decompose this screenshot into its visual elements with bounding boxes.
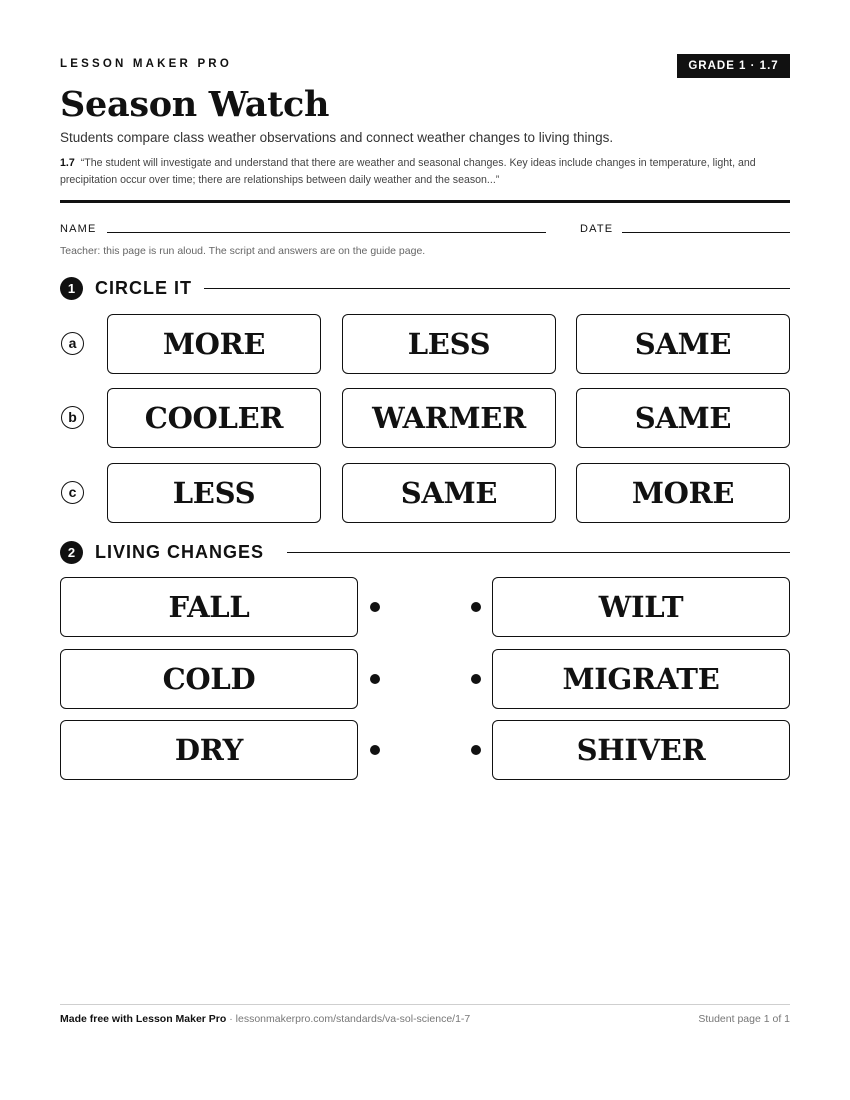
- choice-c-2[interactable]: SAME: [342, 463, 556, 523]
- choice-a-1[interactable]: MORE: [107, 314, 321, 374]
- match-right-3[interactable]: SHIVER: [492, 720, 790, 780]
- match-dot-left-3[interactable]: [370, 745, 380, 755]
- footer-credit: [60, 1013, 470, 1025]
- name-field[interactable]: [107, 232, 546, 233]
- section-number-badge: 2: [60, 541, 83, 564]
- match-dot-right-1[interactable]: [471, 602, 481, 612]
- choice-b-3[interactable]: SAME: [576, 388, 790, 448]
- section-title: LIVING CHANGES: [95, 542, 265, 562]
- match-right-1[interactable]: WILT: [492, 577, 790, 637]
- footer-page-number: Student page 1 of 1: [698, 1013, 790, 1025]
- grade-badge: GRADE 1 · 1.7: [677, 54, 790, 78]
- match-dot-left-1[interactable]: [370, 602, 380, 612]
- teacher-note: Teacher: this page is run aloud. The script and answers are on the guide page.: [60, 245, 426, 257]
- date-field[interactable]: [622, 232, 790, 233]
- row-letter-a: a: [61, 332, 84, 355]
- choice-a-3[interactable]: SAME: [576, 314, 790, 374]
- match-dot-right-3[interactable]: [471, 745, 481, 755]
- footer-separator: ·: [226, 1013, 236, 1025]
- section-divider: [204, 288, 790, 289]
- footer-divider: [60, 1004, 790, 1005]
- match-left-1[interactable]: FALL: [60, 577, 358, 637]
- choice-a-2[interactable]: LESS: [342, 314, 556, 374]
- section-circle-it-heading: [60, 277, 790, 301]
- row-letter-c: c: [61, 481, 84, 504]
- footer-made-with: Made free with Lesson Maker Pro: [60, 1013, 227, 1025]
- footer-url[interactable]: lessonmakerpro.com/standards/va-sol-science/1-7: [235, 1013, 471, 1025]
- choice-c-3[interactable]: MORE: [576, 463, 790, 523]
- standard-text: “The student will investigate and understand that there are weather and seasonal changes. Key ideas include changes in temperature, light, and precipitation occur over time; there are relationships between daily weather and the season...”: [60, 157, 756, 186]
- match-dot-right-2[interactable]: [471, 674, 481, 684]
- section-divider: [287, 552, 790, 553]
- page-title: Season Watch: [60, 84, 330, 125]
- match-left-2[interactable]: COLD: [60, 649, 358, 709]
- choice-b-2[interactable]: WARMER: [342, 388, 556, 448]
- standard-code: 1.7: [60, 157, 75, 169]
- choice-b-1[interactable]: COOLER: [107, 388, 321, 448]
- section-living-changes-heading: [60, 541, 790, 565]
- match-dot-left-2[interactable]: [370, 674, 380, 684]
- choice-c-1[interactable]: LESS: [107, 463, 321, 523]
- brand-name: LESSON MAKER PRO: [60, 58, 232, 70]
- section-number-badge: 1: [60, 277, 83, 300]
- header-divider: [60, 200, 790, 203]
- match-left-3[interactable]: DRY: [60, 720, 358, 780]
- match-right-2[interactable]: MIGRATE: [492, 649, 790, 709]
- name-label: NAME: [60, 223, 97, 235]
- date-label: DATE: [580, 223, 614, 235]
- standard-quote: [60, 155, 760, 189]
- section-title: CIRCLE IT: [95, 278, 192, 298]
- page-subtitle: Students compare class weather observations and connect weather changes to living things.: [60, 130, 614, 145]
- row-letter-b: b: [61, 406, 84, 429]
